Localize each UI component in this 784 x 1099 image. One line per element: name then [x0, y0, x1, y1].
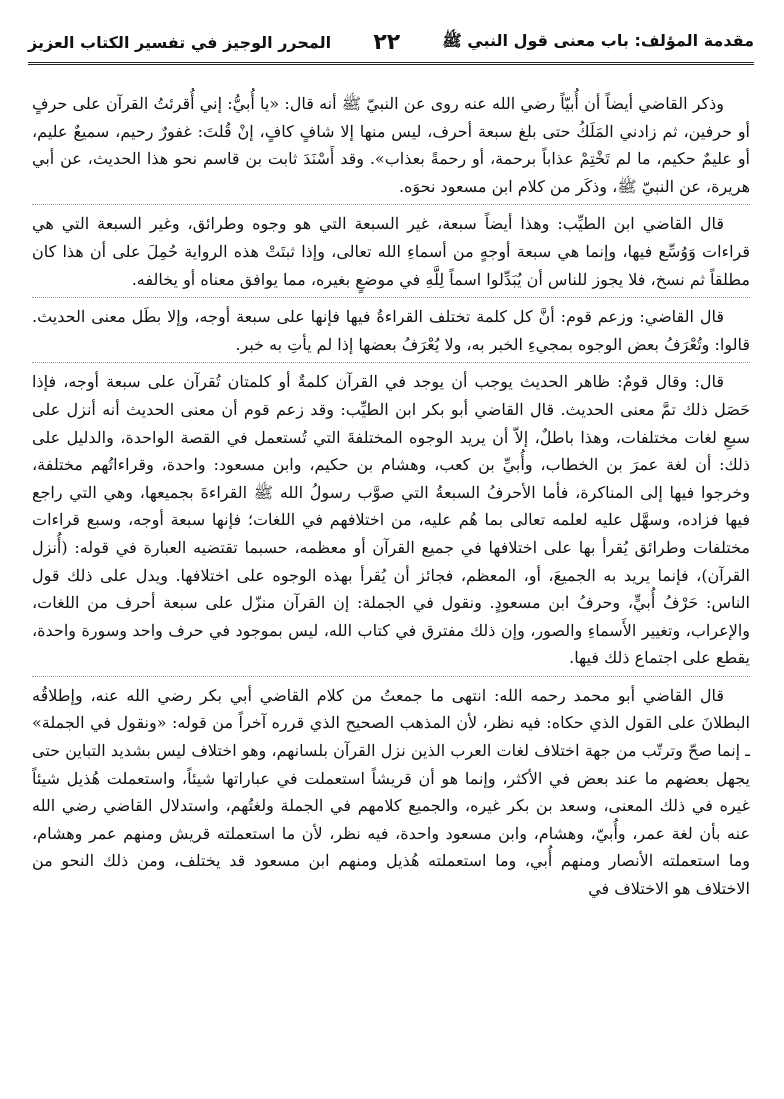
paragraph-3: قال القاضي: وزعم قوم: أنَّ كل كلمة تختلف القراءةُ فيها فإنها على سبعة أوجه، وإلا بطَل معنى الحديث. قالوا: وتُعْرَفُ بعض الوجوه بمجيءِ الخبر به، ولا يُعْرَفُ بعضها إذا لم يأتِ به خبر. — [32, 307, 750, 354]
paragraph-2: قال القاضي ابن الطيِّب: وهذا أيضاً سبعة، غير السبعة التي هو وجوه وطرائق، وغير السبعة التي هي قراءات وَوُسِّع فيها، وإنما هي سبعة أوجهٍ من أسماءِ الله تعالى، وإذا ثبتَتْ هذه الرواية حُمِلَ على أن هذا كان مطلقاً ثم نسخ، فلا يجوز للناس أن يُبَدِّلوا اسماً لِلَّهِ في موضعٍ بغيره، مما يوافق معناه أو يخالفه. — [32, 214, 750, 289]
paragraph-4: قال: وقال قومٌ: ظاهر الحديث يوجب أن يوجد في القرآن كلمةٌ أو كلمتان تُقرآن على سبعة أوجه، فإذا حَصَل ذلك تمَّ معنى الحديث. قال القاضي أبو بكر ابن الطيِّب: وقد زعم قوم أن معنى الحديث أنه أنزل على سبعِ لغات مختلفات، وهذا باطلٌ، إلاّ أن يريد الوجوه المختلفةَ التي تُستعمل في القصة الواحدة، والدليل على ذلك: أن لغة عمرَ بن الخطاب، وأُبيِّ بن كعب، وهشام بن حكيم، وابن مسعود: واحدة، وقراءاتُهم مختلفة، وخرجوا فيها إلى المناكرة، فأما الأحرفُ السبعةُ التي صوَّب رسولُ الله ﷺ القراءةَ بجميعها، وهي التي راجع فيها فزاده، وسهَّل عليه لعلمه تعالى بما هُم عليه، من اختلافهم في اللغات؛ فإنها سبعة أوجه، وسبع قراءات مختلفات وطرائق يُقرأ بها على اختلافها في جميع القرآن أو معظمه، حسبما تقتضيه العبارة في قوله: (أُنزل القرآن)، فإنما يريد به الجميعَ، أو، المعظم، فجائز أن يُقرأ بهذه الوجوه على اختلافها. ويدل على ذلك قول الناس: حَرْفُ أُبيٍّ، وحرفُ ابن مسعودٍ. ونقول في الجملة: إن القرآن منزّل على سبعة أحرف من اللغات، والإعراب، وتغيير الأَسماءِ والصور، وإن ذلك مفترق في كتاب الله، ليس بموجود في حرف واحد وسورة واحدة، يقطع على اجتماع ذلك فيها. — [32, 372, 750, 668]
page-number: ٢٢ — [373, 29, 401, 55]
paragraph-1: وذكر القاضي أيضاً أن أُبيّاً رضي الله عنه روى عن النبيّ ﷺ أنه قال: «يا أُبيُّ: إني أُقرئتُ القرآن على حرفٍ أو حرفين، ثم زادني المَلَكُ حتى بلغ سبعة أحرف، ليس منها إلا شافٍ كافٍ، إنْ قُلتَ: غفورٌ رحيم، سميعٌ عليم، أو عليمٌ حكيم، ما لم تَخْتِمْ عذاباً برحمة، أو رحمةً بعذاب». وقد أَسْنَدَ ثابت بن قاسم نحو هذا الحديث، عن أبي هريرة، عن النبيّ ﷺ، وذكَر من كلام ابن مسعود نحوَه. — [32, 94, 750, 196]
chapter-title: مقدمة المؤلف: باب معنى قول النبي ﷺ — [442, 30, 754, 50]
book-title: المحرر الوجيز في تفسير الكتاب العزيز — [28, 32, 332, 52]
divider — [32, 204, 750, 206]
running-header — [28, 22, 754, 65]
divider — [32, 362, 750, 364]
main-text — [32, 90, 750, 1093]
divider — [32, 297, 750, 299]
divider — [32, 676, 750, 678]
paragraph-5: قال القاضي أبو محمد رحمه الله: انتهى ما جمعتُ من كلام القاضي أبي بكر رضي الله عنه، وإطلاقُه البطلانَ على القول الذي حكاه: فيه نظر، لأن المذهب الصحيح الذي قرره آخراً من قوله: «ونقول في الجملة» ـ إنما صحّ وترتّب من جهة اختلاف لغات العرب الذين نزل القرآن بلسانهم، وهو اختلاف ليس بشديد التباين حتى يجهل بعضهم ما عند بعض في الأكثر، وإنما هو أن قريشاً استعملت في عباراتها شيئاً، واستعملت هُذيل شيئاً غيره في ذلك المعنى، وسعد بن بكر غيره، والجميع كلامهم في الجملة ولغتُهم، واستدلال القاضي رضي الله عنه بأن لغة عمر، وأُبيّ، وهشام، وابن مسعود واحدة، فيه نظر، لأن ما استعملته قريش ومنهم عمر وهشام، وما استعملته الأنصار ومنهم أُبي، وما استعملته هُذيل ومنهم ابن مسعود قد يختلف، ومن ذلك النحو من الاختلاف هو الاختلاف في — [32, 685, 751, 899]
